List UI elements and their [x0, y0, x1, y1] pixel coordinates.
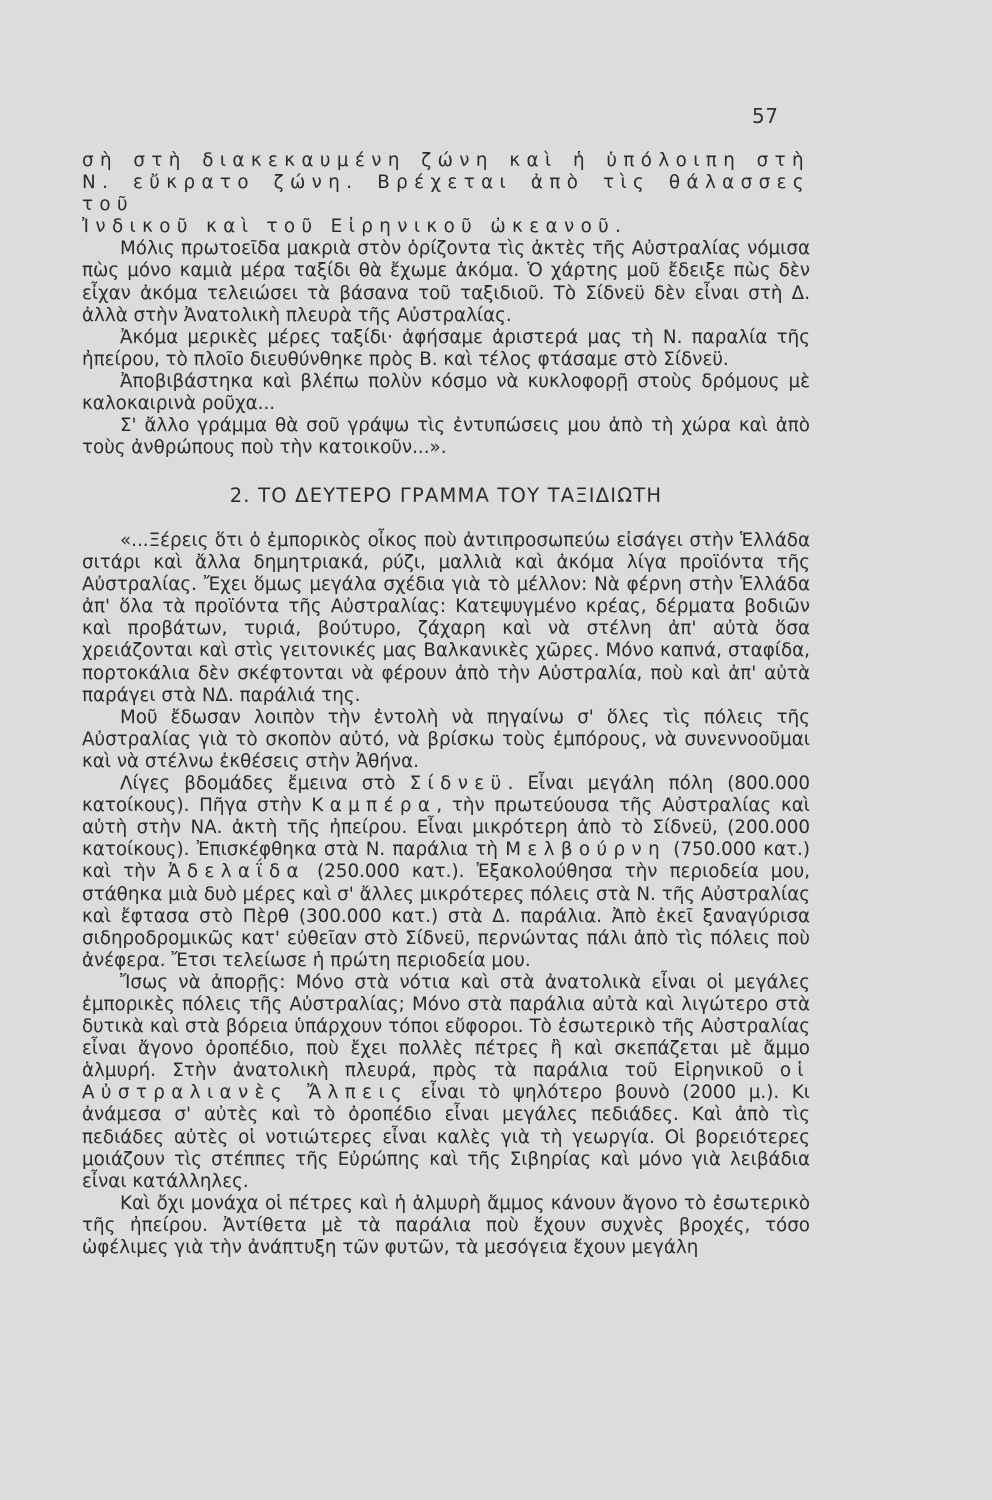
paragraph: Ἀποβιβάστηκα καὶ βλέπω πολὺν κόσμο νὰ κυκλοφορῇ στοὺς δρόμους μὲ καλοκαιρινὰ ροῦχα...: [82, 370, 810, 415]
spaced-line-1: σὴ στὴ διακεκαυμένη ζώνη καὶ ἡ ὑπόλοιπη στὴ: [82, 150, 810, 171]
paragraph: Μοῦ ἔδωσαν λοιπὸν τὴν ἐντολὴ νὰ πηγαίνω σ' ὅλες τὶς πόλεις τῆς Αὐστραλίας γιὰ τὸ σκοπὸν αὐτό, νὰ βρίσκω τοὺς ἐμπόρους, νὰ συνεννοοῦμαι καὶ νὰ στέλνω ἐκθέσεις στὴν Ἀθήνα.: [82, 706, 810, 772]
paragraph: Μόλις πρωτοεῖδα μακριὰ στὸν ὁρίζοντα τὶς ἀκτὲς τῆς Αὐστραλίας νόμισα πὼς μόνο καμιὰ μέρα ταξίδι θὰ ἔχωμε ἀκόμα. Ὁ χάρτης μοῦ ἔδειξε πὼς δὲν εἶχαν ἀκόμα τελειώσει τὰ βάσανα τοῦ ταξιδιοῦ. Τὸ Σίδνεϋ δὲν εἶναι στὴ Δ. ἀλλὰ στὴν Ἀνατολικὴ πλευρὰ τῆς Αὐστραλίας.: [82, 238, 810, 326]
text-run: Ἴσως νὰ ἀπορῇς: Μόνο στὰ νότια καὶ στὰ ἀνατολικὰ εἶναι οἱ μεγάλες ἐμπορικὲς πόλεις τῆς Αὐστραλίας; Μόνο στὰ παράλια αὐτὰ καὶ λιγώτερο στὰ δυτικὰ καὶ στὰ βόρεια ὑπάρχουν τόποι εὔφοροι. Τὸ ἐσωτερικὸ τῆς Αὐστραλίας εἶναι ἄγονο ὀροπέδιο, ποὺ ἔχει πολλὲς πέτρες ἢ καὶ σκεπάζεται μὲ ἄμμο ἁλμυρή. Στὴν ἀνατολικὴ πλευρά, πρὸς τὰ παράλια τοῦ Εἰρηνικοῦ: [82, 971, 810, 1082]
spaced-line-2: Ν. εὔκρατο ζώνη. Βρέχεται ἀπὸ τὶς θάλασσες τοῦ: [82, 172, 810, 216]
text-run: Λίγες βδομάδες ἔμεινα στὸ: [120, 773, 410, 795]
paragraph: [82, 773, 810, 972]
text-run: . Εἶναι μεγάλη πόλη (800.000 κατοίκους). Πῆγα στὴν: [82, 773, 811, 817]
spaced-place-name: Καμπέρα: [311, 795, 437, 817]
section-2-text: [82, 530, 810, 1259]
paragraph: Ἀκόμα μερικὲς μέρες ταξίδι· ἀφήσαμε ἀριστερά μας τὴ Ν. παραλία τῆς ἠπείρου, τὸ πλοῖο διευθύνθηκε πρὸς Β. καὶ τέλος φτάσαμε στὸ Σίδνεϋ.: [82, 326, 810, 370]
text-run: (750.000 κατ.) καὶ τὴν: [82, 839, 810, 883]
paragraph: [82, 972, 810, 1193]
section-heading: 2. ΤΟ ΔΕΥΤΕΡΟ ΓΡΑΜΜΑ ΤΟΥ ΤΑΞΙΔΙΩΤΗ: [229, 484, 663, 507]
spaced-place-name: Μελβούρνη: [505, 839, 667, 861]
spaced-line-3: Ἰνδικοῦ καὶ τοῦ Εἰρηνικοῦ ὠκεανοῦ.: [82, 216, 628, 238]
text-run: εἶναι τὸ ψηλότερο βουνὸ (2000 μ.). Κι ἀνάμεσα σ' αὐτὲς καὶ τὸ ὀροπέδιο εἶναι μεγάλες πεδιάδες. Καὶ ἀπὸ τὶς πεδιάδες αὐτὲς οἱ νοτιώτερες εἶναι καλὲς γιὰ τὴ γεωργία. Οἱ βορειότερες μοιάζουν τὶς στέππες τῆς Εὐρώπης καὶ τῆς Σιβηρίας καὶ μόνο γιὰ λειβάδια εἶναι κατάλληλες.: [82, 1082, 810, 1192]
spaced-place-name: Ἀδελαΐδα: [167, 861, 305, 883]
page-number: 57: [752, 104, 779, 128]
section-1-text: [82, 150, 810, 459]
text-run: (250.000 κατ.). Ἐξακολούθησα τὴν περιοδεία μου, στάθηκα μιὰ δυὸ μέρες καὶ σ' ἄλλες μικρότερες πόλεις στὰ Ν. τῆς Αὐστραλίας καὶ ἔφτασα στὸ Πὲρθ (300.000 κατ.) στὰ Δ. παράλια. Ἀπὸ ἐκεῖ ξαναγύρισα σιδηροδρομικῶς κατ' εὐθεῖαν στὸ Σίδνεϋ, περνώντας πάλι ἀπὸ τὶς πόλεις ποὺ ἀνέφερα. Ἔτσι τελείωσε ἡ πρώτη περιοδεία μου.: [82, 861, 810, 971]
paragraph: Καὶ ὄχι μονάχα οἱ πέτρες καὶ ἡ ἁλμυρὴ ἄμμος κάνουν ἄγονο τὸ ἐσωτερικὸ τῆς ἠπείρου. Ἀντίθετα μὲ τὰ παράλια ποὺ ἔχουν συχνὲς βροχές, τόσο ὠφέλιμες γιὰ τὴν ἀνάπτυξη τῶν φυτῶν, τὰ μεσόγεια ἔχουν μεγάλη: [82, 1192, 810, 1258]
spaced-place-name: οἱ Αὐστραλιανὲς Ἄλπεις: [82, 1060, 810, 1104]
spaced-place-name: Σίδνεϋ: [409, 773, 508, 795]
paragraph: Σ' ἄλλο γράμμα θὰ σοῦ γράψω τὶς ἐντυπώσεις μου ἀπὸ τὴ χώρα καὶ ἀπὸ τοὺς ἀνθρώπους ποὺ τὴν κατοικοῦν...».: [82, 415, 810, 459]
paragraph: «...Ξέρεις ὅτι ὁ ἐμπορικὸς οἶκος ποὺ ἀντιπροσωπεύω εἰσάγει στὴν Ἑλλάδα σιτάρι καὶ ἄλλα δημητριακά, ρύζι, μαλλιὰ καὶ ἀκόμα λίγα προϊόντα τῆς Αὐστραλίας. Ἔχει ὅμως μεγάλα σχέδια γιὰ τὸ μέλλον: Νὰ φέρνη στὴν Ἑλλάδα ἀπ' ὅλα τὰ προϊόντα τῆς Αὐστραλίας: Κατεψυγμένο κρέας, δέρματα βοδιῶν καὶ προβάτων, τυριά, βούτυρο, ζάχαρη καὶ νὰ στέλνη ἀπ' αὐτὰ ὅσα χρειάζονται καὶ στὶς γειτονικές μας Βαλκανικὲς χῶρες. Μόνο καπνά, σταφίδα, πορτοκάλια δὲν σκέφτονται νὰ φέρουν ἀπὸ τὴν Αὐστραλία, ποὺ καὶ ἀπ' αὐτὰ παράγει στὰ ΝΔ. παράλιά της.: [82, 530, 810, 706]
text-run: , τὴν πρωτεύουσα τῆς Αὐστραλίας καὶ αὐτὴ στὴν ΝΑ. ἀκτὴ τῆς ἠπείρου. Εἶναι μικρότερη ἀπὸ τὸ Σίδνεϋ, (200.000 κατοίκους). Ἐπισκέφθηκα στὰ Ν. παράλια τὴ: [82, 795, 810, 861]
